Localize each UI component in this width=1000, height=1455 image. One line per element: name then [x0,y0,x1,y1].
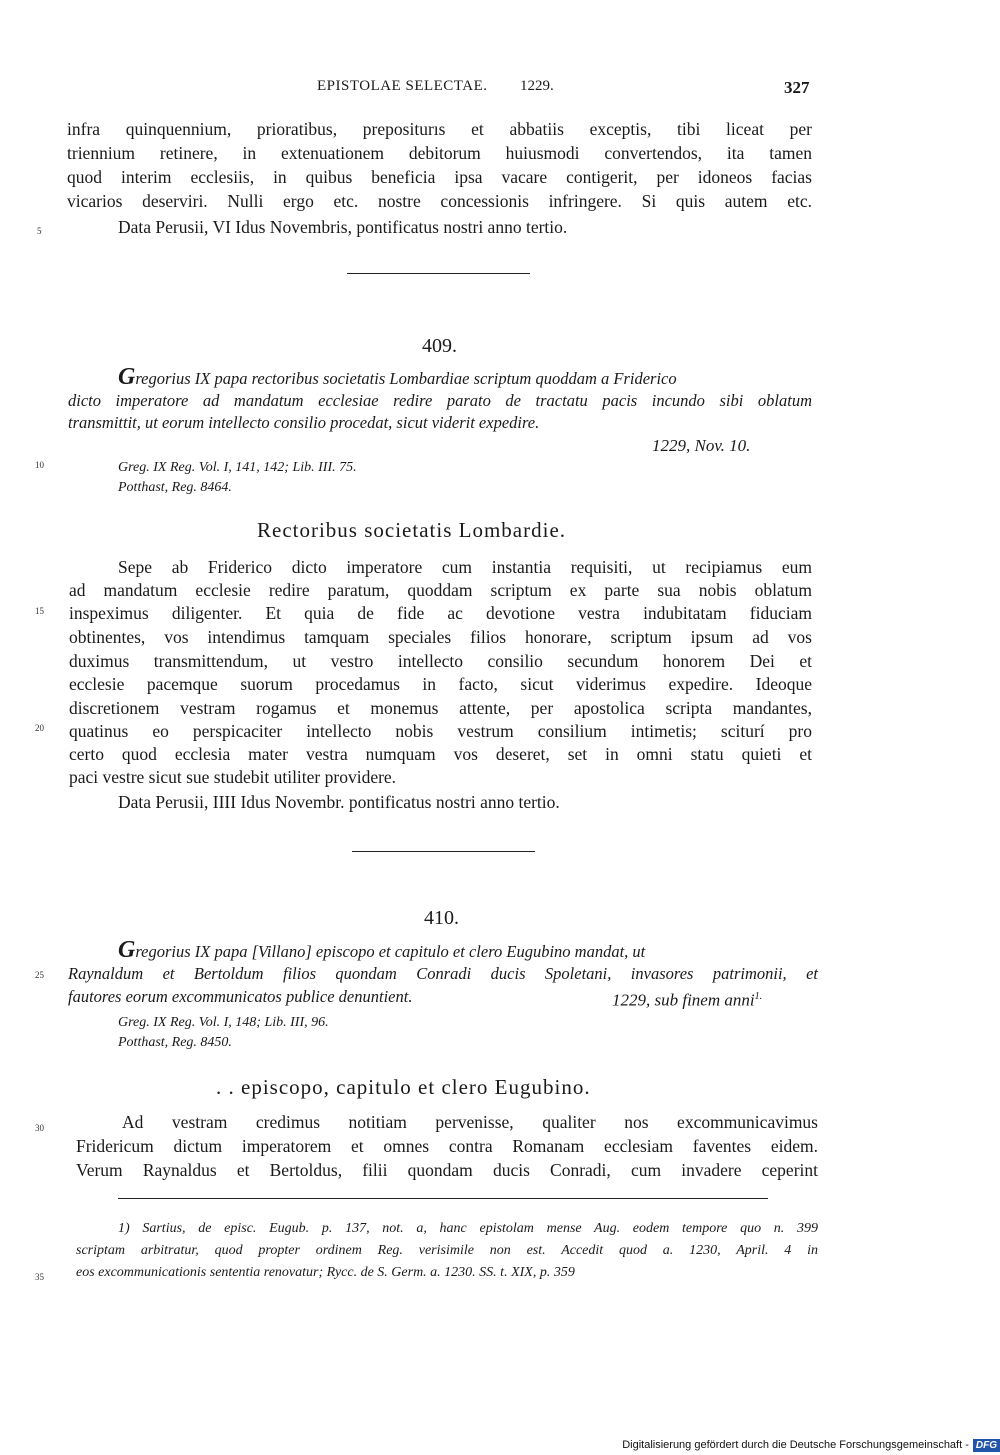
running-title: EPISTOLAE SELECTAE. [317,78,488,94]
source-citation: Potthast, Reg. 8450. [118,1035,232,1050]
footnote-line: 1) Sartius, de episc. Eugub. p. 137, not. a, hanc epistolam mense Aug. eodem tempore quo n. 399 [118,1221,818,1236]
footnote-mark: 1. [754,991,763,1002]
margin-line-number: 20 [35,723,44,733]
running-header [0,78,1000,102]
summary-line: Raynaldum et Bertoldum filios quondam Conradi ducis Spoletani, invasores patrimonii, et [68,964,818,983]
text-line: Sepe ab Friderico dicto imperatore cum instantia requisiti, ut recipiamus eum [118,557,812,577]
letter-address: . . episcopo, capitulo et clero Eugubino. [216,1075,591,1099]
letter-date: 1229, Nov. 10. [652,436,751,455]
text-line: paci vestre sicut sue studebit utiliter providere. [69,767,397,787]
margin-line-number: 10 [35,460,44,470]
summary-line: dicto imperatore ad mandatum ecclesiae redire parato de tractatu pacis incundo sibi oblatum [68,391,812,410]
drop-cap: G [118,937,136,963]
text-line: certo quod ecclesia mater vestra numquam vos deseret, set in omni statu quieti et [69,744,812,764]
text-line: discretionem vestram rogamus et monemus attente, per apostolica scripta mandantes, [69,698,812,718]
dfg-logo: DFG [973,1439,1000,1452]
footnote-line: scriptam arbitratur, quod propter ordinem Reg. verisimile non est. Accedit quod a. 1230, April. 4 in [76,1243,818,1258]
source-citation: Greg. IX Reg. Vol. I, 141, 142; Lib. III. 75. [118,460,357,475]
margin-line-number: 25 [35,970,44,980]
text-line: Fridericum dictum imperatorem et omnes contra Romanam ecclesiam faventes eidem. [76,1136,818,1156]
letter-number: 410. [424,907,459,929]
data-line: Data Perusii, IIII Idus Novembr. pontificatus nostri anno tertio. [118,792,560,812]
running-year: 1229. [520,78,554,94]
text-line: quod interim ecclesiis, in quibus beneficia ipsa vacare contigerit, per idoneos facias [67,167,812,187]
summary-line: Gregorius IX papa [Villano] episcopo et capitulo et clero Eugubino mandat, ut [118,937,646,963]
margin-line-number: 5 [37,226,42,236]
margin-line-number: 30 [35,1123,44,1133]
section-divider [352,851,535,852]
source-citation: Greg. IX Reg. Vol. I, 148; Lib. III, 96. [118,1015,329,1030]
page-number: 327 [784,78,810,97]
footnote-rule [118,1198,768,1199]
data-line: Data Perusii, VI Idus Novembris, pontificatus nostri anno tertio. [118,217,568,237]
text-line: ecclesie pacemque suorum procedamus in facto, sicut viderimus expedire. Ideoque [69,674,812,694]
drop-cap: G [118,364,136,390]
text-line: obtinentes, vos intendimus tamquam speciales filios honorare, scriptum ipsum ad vos [69,627,812,647]
text-line: quatinus eo perspicaciter intellecto nobis vestrum consilium intimetis; sciturí pro [69,721,812,741]
text-line: inspeximus diligenter. Et quia de fide ac devotione vestra indubitatam fiduciam [69,603,812,623]
summary-line: transmittit, ut eorum intellecto consilio procedat, sicut viderit expedire. [68,413,540,432]
letter-date: 1229, sub finem anni$^{1.}$ [612,990,763,1010]
letter-address: Rectoribus societatis Lombardie. [257,518,567,542]
summary-line: Gregorius IX papa rectoribus societatis Lombardiae scriptum quoddam a Friderico [118,364,677,390]
text-line: Ad vestram credimus notitiam pervenisse, qualiter nos excommunicavimus [122,1112,818,1132]
text-line: ad mandatum ecclesie redire paratum, quoddam scriptum ex parte sua nobis oblatum [69,580,812,600]
margin-line-number: 15 [35,606,44,616]
credit-text: Digitalisierung gefördert durch die Deutsche Forschungsgemeinschaft - [622,1439,969,1451]
text-line: triennium retinere, in extenuationem debitorum huiusmodi convertendos, ita tamen [67,143,812,163]
margin-line-number: 35 [35,1272,44,1282]
section-divider [347,273,530,274]
text-line: Verum Raynaldus et Bertoldus, filii quondam ducis Conradi, cum invadere ceperint [76,1160,818,1180]
letter-number: 409. [422,335,457,357]
summary-line: fautores eorum excommunicatos publice denuntient. [68,987,413,1006]
footnote-line: eos excommunicationis sententia renovatur; Rycc. de S. Germ. a. 1230. SS. t. XIX, p. 359 [76,1265,575,1280]
source-citation: Potthast, Reg. 8464. [118,480,232,495]
text-line: infra quinquennium, prioratibus, prepositurıs et abbatiis exceptis, tibi liceat per [67,119,812,139]
text-line: vicarios deserviri. Nulli ergo etc. nostre concessionis infringere. Si quis autem etc. [67,191,812,211]
text-line: duximus transmittendum, ut vestro intellecto consilio secundum honorem Dei et [69,651,812,671]
digitization-credit [622,1435,1000,1455]
